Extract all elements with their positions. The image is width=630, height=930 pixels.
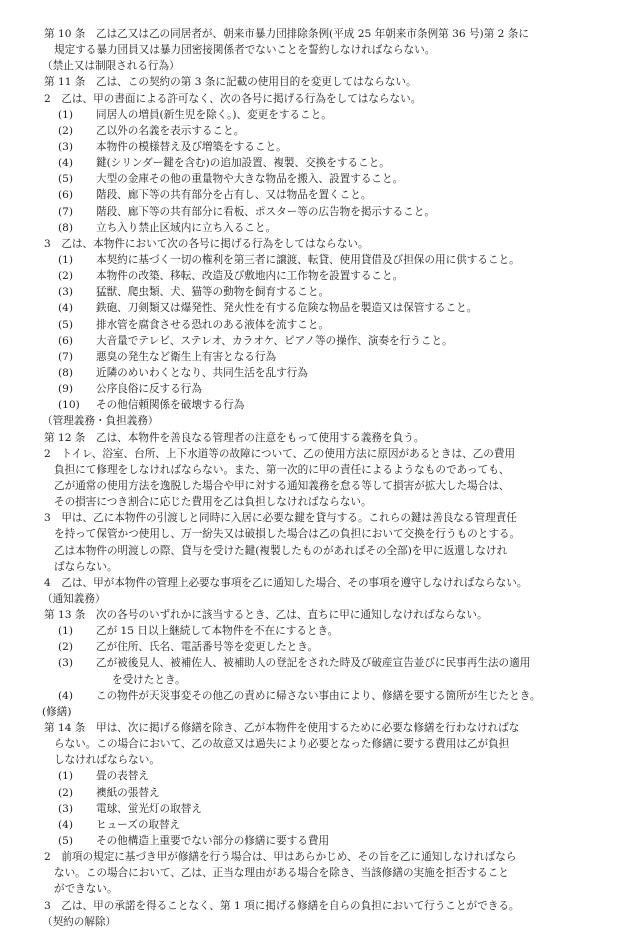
- text-line: 乙が通常の使用方法を逸脱した場合や甲に対する通知義務を怠る等して損害が拡大した場合は、: [54, 479, 510, 492]
- text-line: 第 10 条 乙は乙又は乙の同居者が、朝来市暴力団排除条例(平成 25 年朝来市条例第 36 号)第 2 条に: [44, 28, 529, 40]
- item-text: この物件が天災事変その他乙の責めに帰さない事由により、修繕を要する箇所が生じたとき。: [96, 689, 541, 702]
- list-item: [44, 365, 600, 381]
- text-line: 2 トイレ、浴室、台所、上下水道等の故障について、乙の使用方法に原因があるときは、乙の費用: [44, 447, 516, 460]
- text-line: ができない。: [54, 883, 118, 896]
- item-number: (4): [58, 157, 74, 170]
- list-item: [44, 123, 600, 139]
- item-number: (1): [58, 625, 74, 638]
- item-text: 畳の表替え: [96, 770, 149, 783]
- text-line: 3 乙は、本物件において次の各号に掲げる行為をしてはならない。: [44, 237, 369, 250]
- item-number: (5): [58, 318, 74, 331]
- item-text: 同居人の増員(新生児を除く。)、変更をすること。: [96, 108, 332, 121]
- item-text: 乙が 15 日以上継続して本物件を不在にするとき。: [96, 625, 339, 638]
- text-line: 3 甲は、乙に本物件の引渡しと同時に入居に必要な鍵を貸与する。これらの鍵は善良なる管理責任: [44, 512, 517, 525]
- text-line: 規定する暴力団員又は暴力団密接関係者でないことを誓約しなければならない。: [54, 44, 436, 57]
- text-line: 乙は本物件の明渡しの際、貸与を受けた鍵(複製したものがあればその全部)を甲に返還しなけれ: [54, 544, 508, 557]
- list-item: [44, 688, 600, 704]
- item-text: その他構造上重要でない部分の修繕に要する費用: [96, 835, 330, 848]
- item-number: (2): [58, 641, 74, 654]
- item-text: 鍵(シリンダー鍵を含む)の追加設置、複製、交換をすること。: [96, 157, 390, 170]
- list-item: [44, 139, 600, 155]
- item-text: 本物件の改築、移転、改造及び敷地内に工作物を設置すること。: [96, 270, 404, 283]
- item-number: (1): [58, 253, 74, 266]
- item-text: 襖紙の張替え: [96, 786, 160, 799]
- item-number: (7): [58, 350, 74, 363]
- text-line: 負担にて修理をしなければならない。また、第一次的に甲の責任によるようなものであっても、: [54, 463, 510, 476]
- item-text: 近隣のめいわくとなり、共同生活を乱す行為: [96, 366, 308, 379]
- list-item: [44, 187, 600, 203]
- text-line: 4 乙は、甲が本物件の管理上必要な事項を乙に通知した場合、その事項を遵守しなければならない。: [44, 576, 528, 589]
- list-item: [44, 333, 600, 349]
- text-line: ない。この場合において、乙は、正当な理由がある場合を除き、当該修繕の実施を拒否すること: [54, 867, 509, 880]
- list-item: [44, 317, 600, 333]
- list-item: [44, 171, 600, 187]
- text-line: を受けたとき。: [112, 673, 186, 686]
- list-item: [44, 155, 600, 171]
- section-heading: （管理義務・負担義務）: [42, 415, 159, 428]
- item-number: (10): [58, 399, 80, 412]
- list-item: [44, 801, 600, 817]
- list-item: [44, 381, 600, 397]
- list-item: [44, 817, 600, 833]
- item-text: 猛獣、爬虫類、犬、猫等の動物を飼育すること。: [96, 286, 330, 299]
- item-text: 階段、廊下等の共有部分に看板、ポスター等の広告物を掲示すること。: [96, 205, 435, 218]
- item-number: (5): [58, 835, 74, 848]
- item-number: (6): [58, 189, 74, 202]
- item-number: (4): [58, 818, 74, 831]
- text-line: 2 乙は、甲の書面による許可なく、次の各号に掲げる行為をしてはならない。: [44, 92, 422, 105]
- list-item: [44, 268, 600, 284]
- list-item: [44, 833, 600, 849]
- item-text: 乙が住所、氏名、電話番号等を変更したとき。: [96, 641, 319, 654]
- list-item: [44, 107, 600, 123]
- item-number: (2): [58, 270, 74, 283]
- list-item: [44, 655, 600, 671]
- item-number: (2): [58, 124, 74, 137]
- section-heading: (修繕): [42, 705, 72, 718]
- item-number: (3): [58, 657, 74, 670]
- item-text: 乙以外の名義を表示すること。: [96, 124, 245, 137]
- item-text: 排水管を腐食させる恐れのある液体を流すこと。: [96, 318, 330, 331]
- text-line: しなければならない。: [54, 754, 160, 767]
- list-item: [44, 300, 600, 316]
- list-item: [44, 768, 600, 784]
- list-item: [44, 397, 600, 413]
- text-line: 2 前項の規定に基づき甲が修繕を行う場合は、甲はあらかじめ、その旨を乙に通知しなければなら: [44, 851, 517, 864]
- list-item: [44, 623, 600, 639]
- list-item: [44, 252, 600, 268]
- text-line: 第 11 条 乙は、この契約の第 3 条に記載の使用目的を変更してはならない。: [44, 76, 417, 89]
- item-number: (9): [58, 383, 74, 396]
- item-text: 大音量でテレビ、ステレオ、カラオケ、ピアノ等の操作、演奏を行うこと。: [96, 334, 453, 347]
- item-text: 電球、蛍光灯の取替え: [96, 802, 202, 815]
- text-line: ばならない。: [54, 560, 118, 573]
- item-text: 大型の金庫その他の重量物や大きな物品を搬入、設置すること。: [96, 173, 404, 186]
- item-number: (5): [58, 173, 74, 186]
- item-text: 本物件の模様替え及び増築をすること。: [96, 140, 287, 153]
- list-item: [44, 785, 600, 801]
- item-number: (1): [58, 108, 74, 121]
- text-line: 3 乙は、甲の承諾を得ることなく、第 1 項に掲げる修繕を自らの負担において行うことができる。: [44, 899, 520, 912]
- item-number: (4): [58, 689, 74, 702]
- item-number: (3): [58, 140, 74, 153]
- item-text: 本契約に基づく一切の権利を第三者に譲渡、転貸、使用貸借及び担保の用に供すること。: [96, 253, 520, 266]
- text-line: 第 14 条 甲は、次に掲げる修繕を除き、乙が本物件を使用するために必要な修繕を行わなければな: [44, 722, 520, 735]
- list-item: [44, 639, 600, 655]
- item-number: (6): [58, 334, 74, 347]
- list-item: [44, 220, 600, 236]
- list-item: [44, 284, 600, 300]
- section-heading: （通知義務）: [42, 592, 106, 605]
- item-text: 鉄砲、刀剣類又は爆発性、発火性を有する危険な物品を製造又は保管すること。: [96, 302, 478, 315]
- text-line: 第 12 条 乙は、本物件を善良なる管理者の注意をもって使用する義務を負う。: [44, 431, 425, 444]
- item-number: (7): [58, 205, 74, 218]
- item-number: (3): [58, 286, 74, 299]
- text-line: を持って保管かつ使用し、万一紛失又は破損した場合は乙の負担において交換を行うものとする。: [54, 528, 521, 541]
- text-line: 第 13 条 次の各号のいずれかに該当するとき、乙は、直ちに甲に通知しなければならない。: [44, 609, 488, 622]
- item-text: 乙が被後見人、被補佐人、被補助人の登記をされた時及び破産宣告並びに民事再生法の適用: [96, 657, 531, 670]
- item-number: (8): [58, 366, 74, 379]
- section-heading: （契約の解除）: [42, 915, 117, 928]
- item-number: (1): [58, 770, 74, 783]
- list-item: [44, 349, 600, 365]
- item-number: (3): [58, 802, 74, 815]
- item-number: (4): [58, 302, 74, 315]
- item-text: 階段、廊下等の共有部分を占有し、又は物品を置くこと。: [96, 189, 372, 202]
- text-line: その損害につき割合に応じた費用を乙は負担しなければならない。: [54, 496, 372, 509]
- item-text: 立ち入り禁止区域内に立ち入ること。: [96, 221, 277, 234]
- item-text: ヒューズの取替え: [96, 818, 181, 831]
- item-text: 悪臭の発生など衛生上有害となる行為: [96, 350, 277, 363]
- text-line: らない。この場合において、乙の故意又は過失により必要となった修繕に要する費用は乙が負担: [54, 738, 510, 751]
- list-item: [44, 204, 600, 220]
- item-number: (2): [58, 786, 74, 799]
- item-text: その他信頼関係を破壊する行為: [96, 399, 245, 412]
- section-heading: （禁止又は制限される行為）: [42, 60, 180, 73]
- item-text: 公序良俗に反する行為: [96, 383, 202, 396]
- item-number: (8): [58, 221, 74, 234]
